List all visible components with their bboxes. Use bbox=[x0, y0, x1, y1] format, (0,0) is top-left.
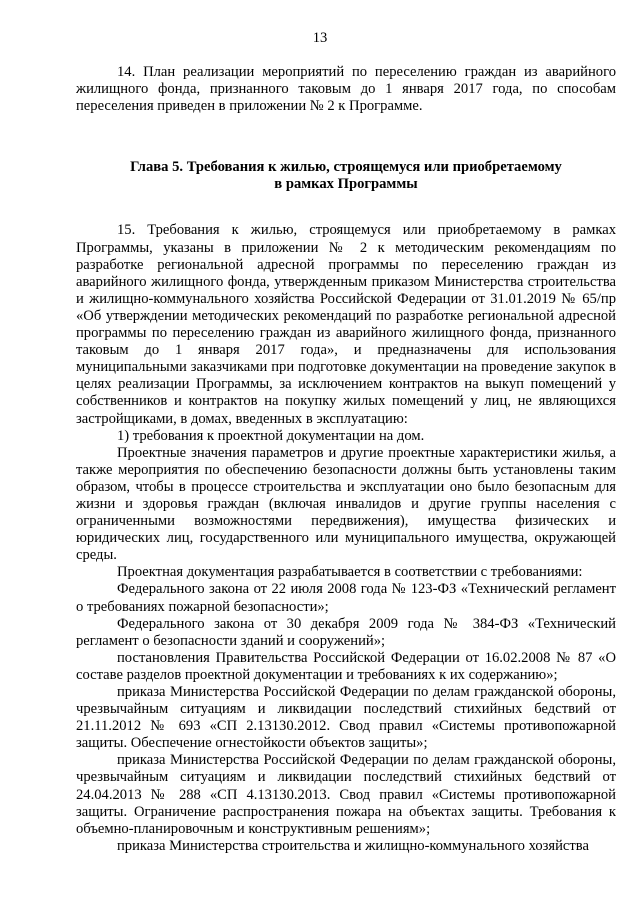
document-body bbox=[76, 64, 616, 855]
chapter-heading-line1: Глава 5. Требования к жилью, строящемуся или приобретаемому bbox=[130, 159, 562, 176]
paragraph-15: 15. Требования к жилью, строящемуся или приобретаемому в рамках Программы, указаны в приложении № 2 к методическим рекомендациям по разработке региональной адресной программы по переселению граждан из аварийного жилищного фонда, утвержденным приказом Министерства строительства и жилищно-коммунального хозяйства Российской Федерации от 31.01.2019 № 65/пр «Об утверждении методических рекомендаций по разработке региональной адресной программы по переселению граждан из аварийного жилищного фонда, признанного таковым до 1 января 2017 года», и предназначены для использования муниципальными заказчиками при подготовке документации на проведение закупок в целях реализации Программы, за исключением контрактов на выкуп помещений у собственников и контрактов на покупку жилых помещений у лиц, не являющихся застройщиками, в домах, введенных в эксплуатацию: bbox=[76, 222, 616, 427]
page-number: 13 bbox=[312, 30, 328, 46]
paragraph-law-384fz: Федерального закона от 30 декабря 2009 года № 384-ФЗ «Технический регламент о безопасности зданий и сооружений»; bbox=[76, 615, 616, 649]
paragraph-order-693: приказа Министерства Российской Федерации по делам гражданской обороны, чрезвычайным ситуациям и ликвидации последствий стихийных бедствий от 21.11.2012 № 693 «СП 2.13130.2012. Свод правил «Системы противопожарной защиты. Обеспечение огнестойкости объектов защиты»; bbox=[76, 684, 616, 752]
paragraph-order-minstroy: приказа Министерства строительства и жилищно-коммунального хозяйства bbox=[117, 837, 589, 854]
paragraph-design-docs-intro: Проектная документация разрабатывается в соответствии с требованиями: bbox=[117, 564, 583, 581]
paragraph-decree-87: постановления Правительства Российской Федерации от 16.02.2008 № 87 «О составе разделов проектной документации и требованиях к их содержанию»; bbox=[76, 649, 616, 683]
paragraph-law-123fz: Федерального закона от 22 июля 2008 года № 123-ФЗ «Технический регламент о требованиях пожарной безопасности»; bbox=[76, 581, 616, 615]
paragraph-14: 14. План реализации мероприятий по переселению граждан из аварийного жилищного фонда, признанного таковым до 1 января 2017 года, по способам переселения приведен в приложении № 2 к Программе. bbox=[76, 64, 616, 115]
chapter-heading bbox=[76, 159, 616, 193]
paragraph-order-288: приказа Министерства Российской Федерации по делам гражданской обороны, чрезвычайным ситуациям и ликвидации последствий стихийных бедствий от 24.04.2013 № 288 «СП 4.13130.2013. Свод правил «Системы противопожарной защиты. Ограничение распространения пожара на объектах защиты. Требования к объемно-планировочным и конструктивным решениям»; bbox=[76, 752, 616, 837]
paragraph-design-values: Проектные значения параметров и другие проектные характеристики жилья, а также мероприятия по обеспечению безопасности должны быть установлены таким образом, чтобы в процессе строительства и эксплуатации оно было безопасным для жизни и здоровья граждан (включая инвалидов и другие группы населения с ограниченными возможностями передвижения), имущества физических и юридических лиц, государственного или муниципального имущества, окружающей среды. bbox=[76, 444, 616, 564]
paragraph-requirements-item-1: 1) требования к проектной документации на дом. bbox=[117, 427, 425, 444]
chapter-heading-line2: в рамках Программы bbox=[274, 176, 418, 193]
